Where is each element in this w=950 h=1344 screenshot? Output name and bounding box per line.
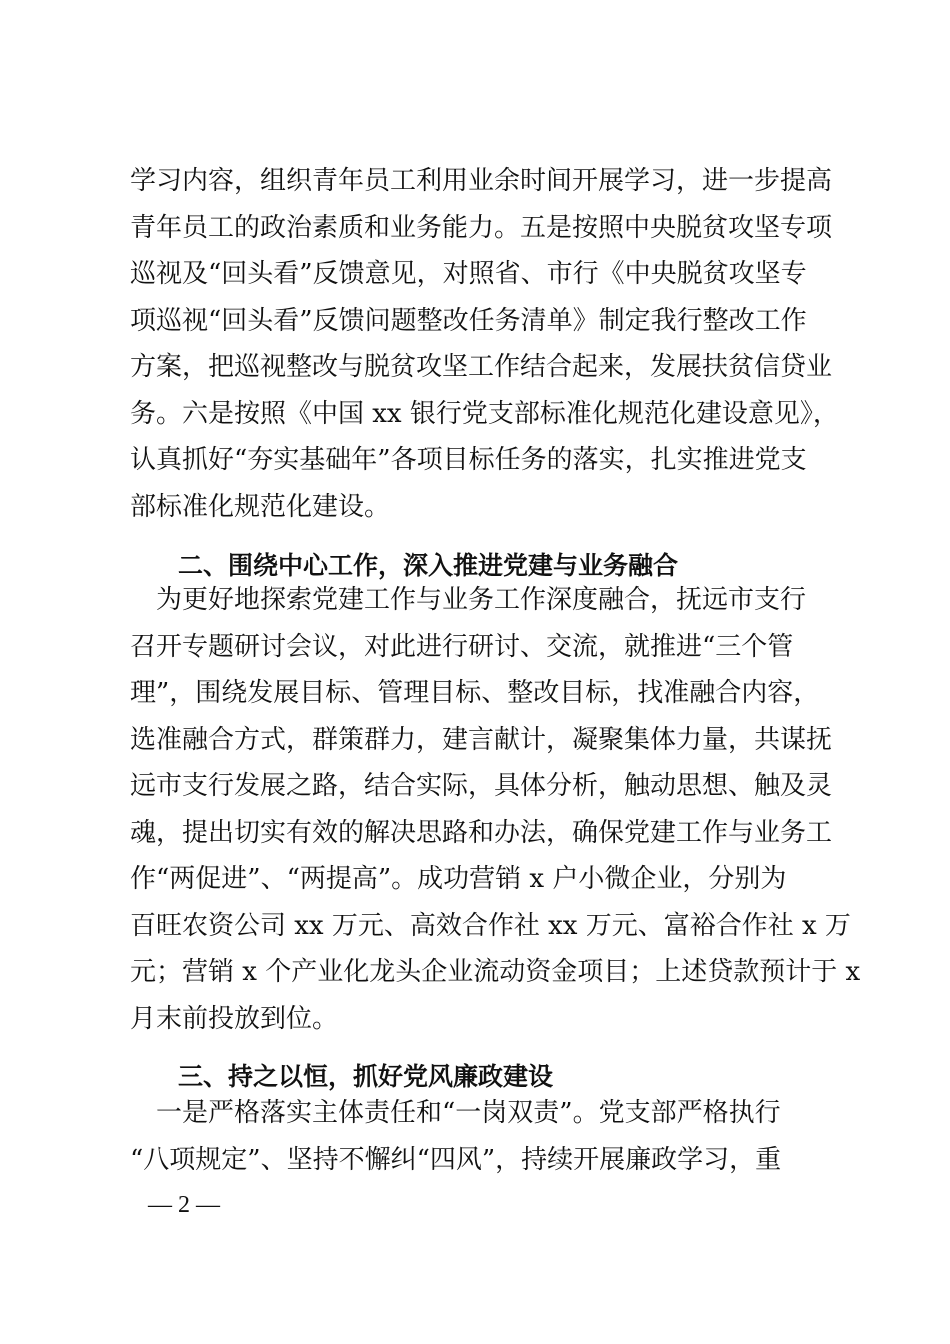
paragraph-line: “八项规定”、坚持不懈纠“四风”，持续开展廉政学习，重 xyxy=(130,1144,782,1175)
paragraph-line: 月末前投放到位。 xyxy=(130,1003,339,1034)
paragraph-line: 部标准化规范化建设。 xyxy=(130,491,391,522)
paragraph-line: 魂，提出切实有效的解决思路和办法，确保党建工作与业务工 xyxy=(130,817,833,848)
paragraph-line: 项巡视“回头看”反馈问题整改任务清单》制定我行整改工作 xyxy=(130,305,807,336)
paragraph-line: 选准融合方式，群策群力，建言献计，凝聚集体力量，共谋抚 xyxy=(130,724,833,755)
paragraph-line: 百旺农资公司 xx 万元、高效合作社 xx 万元、富裕合作社 x 万 xyxy=(130,910,851,941)
paragraph-line: 为更好地探索党建工作与业务工作深度融合，抚远市支行 xyxy=(130,585,807,615)
page-number: — 2 — xyxy=(148,1192,220,1218)
paragraph-line: 青年员工的政治素质和业务能力。五是按照中央脱贫攻坚专项 xyxy=(130,212,833,243)
paragraph-line: 方案，把巡视整改与脱贫攻坚工作结合起来，发展扶贫信贷业 xyxy=(130,352,833,382)
section-heading-two: 二、围绕中心工作，深入推进党建与业务融合 xyxy=(178,551,679,580)
paragraph-line: 认真抓好“夯实基础年”各项目标任务的落实，扎实推进党支 xyxy=(130,445,807,475)
paragraph-line: 元；营销 x 个产业化龙头企业流动资金项目；上述贷款预计于 x xyxy=(130,957,861,987)
paragraph-line: 远市支行发展之路，结合实际，具体分析，触动思想、触及灵 xyxy=(130,771,833,801)
paragraph-integration xyxy=(130,577,861,1042)
paragraph-line: 学习内容，组织青年员工利用业余时间开展学习，进一步提高 xyxy=(130,166,833,196)
paragraph-line: 一是严格落实主体责任和“一岗双责”。党支部严格执行 xyxy=(130,1098,781,1128)
section-heading-three: 三、持之以恒，抓好党风廉政建设 xyxy=(178,1062,554,1091)
paragraph-line: 作“两促进”、“两提高”。成功营销 x 户小微企业，分别为 xyxy=(130,864,787,894)
paragraph-integrity xyxy=(130,1090,820,1183)
paragraph-line: 理”，围绕发展目标、管理目标、整改目标，找准融合内容， xyxy=(130,678,820,708)
paragraph-line: 巡视及“回头看”反馈意见，对照省、市行《中央脱贫攻坚专 xyxy=(130,259,807,289)
paragraph-study-content xyxy=(130,158,839,530)
paragraph-line: 务。六是按照《中国 xx 银行党支部标准化规范化建设意见》， xyxy=(130,398,839,429)
paragraph-line: 召开专题研讨会议，对此进行研讨、交流，就推进“三个管 xyxy=(130,631,794,662)
